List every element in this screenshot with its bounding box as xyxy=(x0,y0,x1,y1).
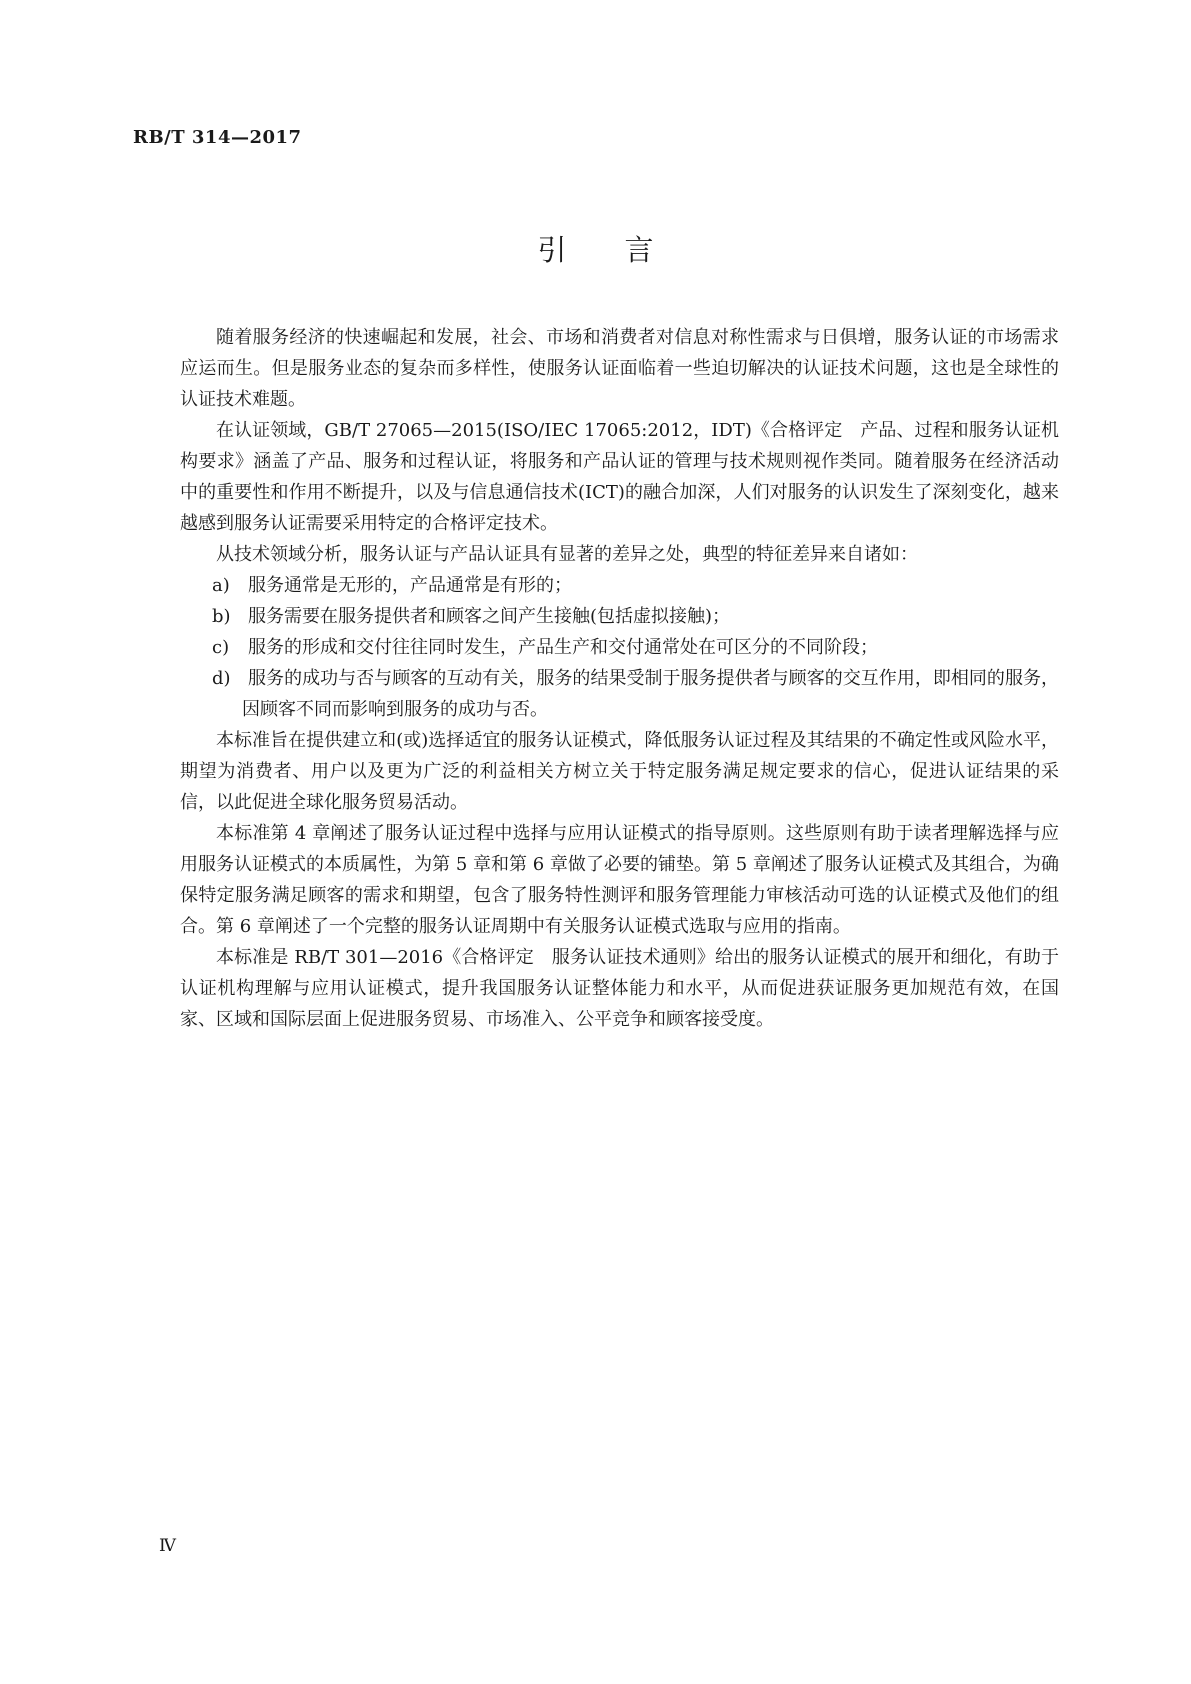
title-char-2: 言 xyxy=(624,233,654,267)
paragraph-5: 本标准第 4 章阐述了服务认证过程中选择与应用认证模式的指导原则。这些原则有助于读者理解选择与应用服务认证模式的本质属性，为第 5 章和第 6 章做了必要的铺垫。第 5 章阐述了服务认证模式及其组合，为确保特定服务满足顾客的需求和期望，包含了服务特性测评和服务管理能力审核活动可选的认证模式及他们的组合。第 6 章阐述了一个完整的服务认证周期中有关服务认证模式选取与应用的指南。 xyxy=(180,823,1059,937)
paragraph-4: 本标准旨在提供建立和(或)选择适宜的服务认证模式，降低服务认证过程及其结果的不确定性或风险水平，期望为消费者、用户以及更为广泛的利益相关方树立关于特定服务满足规定要求的信心，促进认证结果的采信，以此促进全球化服务贸易活动。 xyxy=(180,730,1059,813)
page-title xyxy=(0,228,1191,269)
list-marker: b) xyxy=(212,606,231,627)
list-item-b xyxy=(180,601,1059,632)
paragraph-6: 本标准是 RB/T 301—2016《合格评定 服务认证技术通则》给出的服务认证模式的展开和细化，有助于认证机构理解与应用认证模式，提升我国服务认证整体能力和水平，从而促进获证服务更加规范有效，在国家、区域和国际层面上促进服务贸易、市场准入、公平竞争和顾客接受度。 xyxy=(180,947,1059,1030)
list-text: 服务的成功与否与顾客的互动有关，服务的结果受制于服务提供者与顾客的交互作用，即相同的服务，因顾客不同而影响到服务的成功与否。 xyxy=(242,668,1059,720)
list-text: 服务的形成和交付往往同时发生，产品生产和交付通常处在可区分的不同阶段； xyxy=(248,637,878,658)
title-char-1: 引 xyxy=(537,233,567,267)
list-marker: a) xyxy=(212,575,230,596)
document-code: RB/T 314—2017 xyxy=(133,127,302,148)
list-item-c xyxy=(180,632,1059,663)
list-text: 服务需要在服务提供者和顾客之间产生接触(包括虚拟接触)； xyxy=(248,606,731,627)
list-marker: d) xyxy=(212,668,231,689)
paragraph-3: 从技术领域分析，服务认证与产品认证具有显著的差异之处，典型的特征差异来自诸如： xyxy=(216,544,918,565)
page-number: Ⅳ xyxy=(159,1536,176,1556)
list-marker: c) xyxy=(212,637,230,658)
introduction-body xyxy=(180,322,1059,1035)
list-item-a xyxy=(180,570,1059,601)
list-text: 服务通常是无形的，产品通常是有形的； xyxy=(248,575,572,596)
list-item-d xyxy=(180,663,1059,725)
paragraph-2: 在认证领域，GB/T 27065—2015(ISO/IEC 17065:2012，IDT)《合格评定 产品、过程和服务认证机构要求》涵盖了产品、服务和过程认证，将服务和产品认证的管理与技术规则视作类同。随着服务在经济活动中的重要性和作用不断提升，以及与信息通信技术(ICT)的融合加深，人们对服务的认识发生了深刻变化，越来越感到服务认证需要采用特定的合格评定技术。 xyxy=(180,420,1059,534)
paragraph-1: 随着服务经济的快速崛起和发展，社会、市场和消费者对信息对称性需求与日俱增，服务认证的市场需求应运而生。但是服务业态的复杂而多样性，使服务认证面临着一些迫切解决的认证技术问题，这也是全球性的认证技术难题。 xyxy=(180,327,1059,410)
